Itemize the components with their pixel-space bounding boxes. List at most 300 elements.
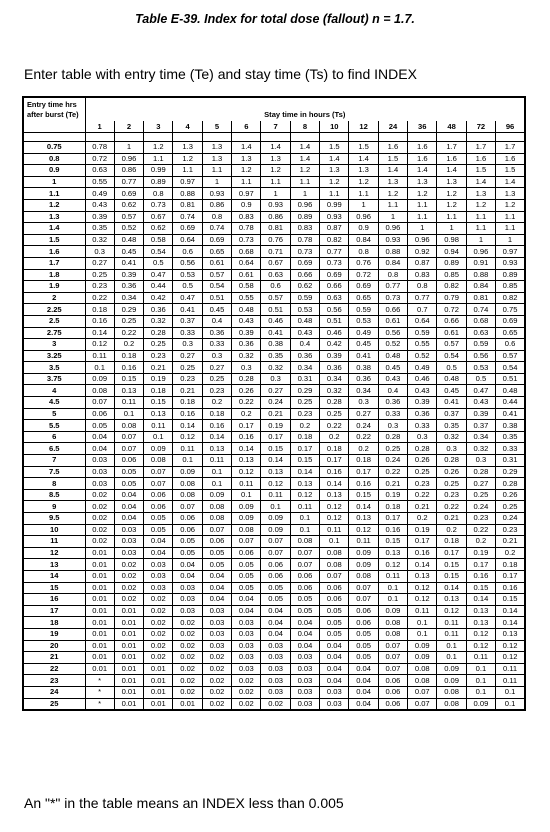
index-value-cell: 0.48 xyxy=(290,315,319,327)
index-value-cell: 0.01 xyxy=(85,640,114,652)
index-value-cell: 0.12 xyxy=(290,489,319,501)
index-value-cell: 0.1 xyxy=(466,675,495,687)
index-value-cell: 0.15 xyxy=(496,594,525,606)
index-value-cell: 0.21 xyxy=(144,362,173,374)
index-value-cell: 0.09 xyxy=(232,513,261,525)
index-value-cell: 0.15 xyxy=(261,443,290,455)
index-value-cell: 0.03 xyxy=(290,663,319,675)
index-value-cell: 1 xyxy=(437,223,466,235)
index-value-cell: 0.03 xyxy=(202,640,231,652)
index-value-cell: 1.1 xyxy=(349,188,378,200)
index-value-cell: 0.03 xyxy=(261,663,290,675)
index-value-cell: * xyxy=(85,698,114,710)
index-value-cell: 0.34 xyxy=(466,431,495,443)
index-value-cell: 0.34 xyxy=(349,385,378,397)
index-value-cell: 0.03 xyxy=(232,617,261,629)
index-value-cell: 1.4 xyxy=(496,176,525,188)
index-value-cell: 0.48 xyxy=(496,385,525,397)
index-value-cell: 0.09 xyxy=(378,605,407,617)
index-value-cell: 0.02 xyxy=(144,652,173,664)
index-value-cell: 1.1 xyxy=(437,211,466,223)
index-value-cell: 0.35 xyxy=(261,350,290,362)
index-value-cell: 0.16 xyxy=(114,362,143,374)
index-value-cell: 0.57 xyxy=(437,339,466,351)
index-value-cell: 0.25 xyxy=(144,339,173,351)
index-value-cell: 0.89 xyxy=(144,176,173,188)
table-row xyxy=(23,675,525,687)
index-value-cell: 0.32 xyxy=(232,350,261,362)
table-row xyxy=(23,397,525,409)
index-value-cell: 0.87 xyxy=(320,223,349,235)
index-value-cell: 0.02 xyxy=(173,675,202,687)
index-value-cell: 0.1 xyxy=(202,466,231,478)
index-value-cell: 0.64 xyxy=(408,315,437,327)
index-value-cell: 0.69 xyxy=(496,315,525,327)
index-value-cell: 0.34 xyxy=(320,373,349,385)
index-value-cell: 0.21 xyxy=(408,501,437,513)
index-value-cell: 1.2 xyxy=(349,176,378,188)
index-value-cell: 0.63 xyxy=(261,269,290,281)
index-value-cell: 0.03 xyxy=(85,466,114,478)
index-value-cell: 0.59 xyxy=(290,292,319,304)
index-value-cell: 1 xyxy=(114,142,143,154)
index-value-cell: 0.03 xyxy=(261,675,290,687)
table-row xyxy=(23,188,525,200)
index-value-cell: 0.05 xyxy=(202,547,231,559)
index-value-cell: 0.14 xyxy=(290,466,319,478)
index-value-cell: 0.07 xyxy=(378,663,407,675)
index-value-cell: 0.97 xyxy=(496,246,525,258)
index-value-cell: 0.27 xyxy=(349,408,378,420)
stay-time-column-header: 24 xyxy=(378,121,407,133)
index-value-cell: 0.4 xyxy=(378,385,407,397)
index-value-cell: 0.02 xyxy=(85,513,114,525)
entry-time-cell: 6.5 xyxy=(23,443,85,455)
index-value-cell: 1.5 xyxy=(496,165,525,177)
index-value-cell: 0.07 xyxy=(232,536,261,548)
stay-time-column-header: 48 xyxy=(437,121,466,133)
index-value-cell: 0.26 xyxy=(232,385,261,397)
index-value-cell: 0.02 xyxy=(202,663,231,675)
index-value-cell: 0.01 xyxy=(114,652,143,664)
index-value-cell: 0.1 xyxy=(437,652,466,664)
index-value-cell: 0.12 xyxy=(320,513,349,525)
index-value-cell: 0.41 xyxy=(114,257,143,269)
index-value-cell: 0.45 xyxy=(202,304,231,316)
index-value-cell: 0.01 xyxy=(114,698,143,710)
index-value-cell: 0.33 xyxy=(378,408,407,420)
index-value-cell: 1.2 xyxy=(144,142,173,154)
index-value-cell: 0.71 xyxy=(261,246,290,258)
entry-time-cell: 1.6 xyxy=(23,246,85,258)
index-value-cell: 1 xyxy=(466,234,495,246)
index-value-cell: 0.54 xyxy=(144,246,173,258)
index-value-cell: 0.2 xyxy=(466,536,495,548)
index-value-cell: 0.01 xyxy=(85,582,114,594)
index-value-cell: 0.88 xyxy=(173,188,202,200)
index-value-cell: 0.15 xyxy=(466,582,495,594)
index-value-cell: 1.3 xyxy=(202,142,231,154)
index-value-cell: 0.06 xyxy=(349,605,378,617)
index-value-cell: 0.48 xyxy=(232,304,261,316)
index-value-cell: 0.08 xyxy=(320,559,349,571)
index-value-cell: 0.23 xyxy=(466,513,495,525)
index-value-cell: 0.36 xyxy=(114,281,143,293)
table-row xyxy=(23,350,525,362)
table-row xyxy=(23,304,525,316)
index-value-cell: 0.19 xyxy=(144,373,173,385)
index-value-cell: 0.14 xyxy=(85,327,114,339)
index-value-cell: 1.4 xyxy=(466,176,495,188)
index-value-cell: 0.05 xyxy=(290,594,319,606)
index-value-cell: 0.02 xyxy=(144,617,173,629)
index-value-cell: 0.73 xyxy=(232,234,261,246)
entry-time-cell: 10 xyxy=(23,524,85,536)
index-value-cell: 0.08 xyxy=(114,420,143,432)
index-value-cell: 0.13 xyxy=(466,617,495,629)
table-row xyxy=(23,327,525,339)
index-value-cell: 0.96 xyxy=(349,211,378,223)
index-value-cell: 0.1 xyxy=(466,663,495,675)
index-value-cell: 1.3 xyxy=(349,165,378,177)
index-value-cell: 0.05 xyxy=(144,513,173,525)
index-value-cell: 0.32 xyxy=(144,315,173,327)
index-value-cell: 0.12 xyxy=(320,501,349,513)
index-value-cell: 0.3 xyxy=(437,443,466,455)
index-value-cell: 0.11 xyxy=(85,350,114,362)
index-value-cell: 0.69 xyxy=(173,223,202,235)
index-value-cell: 0.66 xyxy=(378,304,407,316)
entry-time-cell: 0.9 xyxy=(23,165,85,177)
index-value-cell: 0.84 xyxy=(378,257,407,269)
index-value-cell: 0.16 xyxy=(85,315,114,327)
index-value-cell: 0.14 xyxy=(496,617,525,629)
index-value-cell: 0.06 xyxy=(173,513,202,525)
index-value-cell: 0.16 xyxy=(496,582,525,594)
index-value-cell: 0.77 xyxy=(378,281,407,293)
index-value-cell: 0.11 xyxy=(408,605,437,617)
index-value-cell: 1.5 xyxy=(349,142,378,154)
index-value-cell: 0.21 xyxy=(378,478,407,490)
index-value-cell: 0.05 xyxy=(232,559,261,571)
index-value-cell: 0.2 xyxy=(437,524,466,536)
index-value-cell: 0.36 xyxy=(349,373,378,385)
index-value-cell: 0.63 xyxy=(320,292,349,304)
index-value-cell: 0.17 xyxy=(261,431,290,443)
index-value-cell: 0.69 xyxy=(202,234,231,246)
index-value-cell: 0.09 xyxy=(437,675,466,687)
index-value-cell: 0.01 xyxy=(85,663,114,675)
index-value-cell: 0.03 xyxy=(173,594,202,606)
index-value-cell: 0.17 xyxy=(496,570,525,582)
index-value-cell: 0.1 xyxy=(261,501,290,513)
index-value-cell: 1.3 xyxy=(496,188,525,200)
table-row xyxy=(23,443,525,455)
index-value-cell: 0.01 xyxy=(85,617,114,629)
index-value-cell: 0.13 xyxy=(408,570,437,582)
index-value-cell: 0.08 xyxy=(144,455,173,467)
table-row xyxy=(23,652,525,664)
index-value-cell: 0.96 xyxy=(378,223,407,235)
table-row xyxy=(23,605,525,617)
stay-time-column-header: 36 xyxy=(408,121,437,133)
index-value-cell: 1.6 xyxy=(408,153,437,165)
index-value-cell: 0.17 xyxy=(320,455,349,467)
table-row xyxy=(23,223,525,235)
index-value-cell: 0.16 xyxy=(232,431,261,443)
index-value-cell: 0.08 xyxy=(202,513,231,525)
index-value-cell: 0.15 xyxy=(144,397,173,409)
index-value-cell: 1 xyxy=(378,211,407,223)
index-value-cell: 0.25 xyxy=(466,489,495,501)
index-value-cell: 0.58 xyxy=(144,234,173,246)
index-value-cell: 0.04 xyxy=(202,582,231,594)
index-value-cell: 0.36 xyxy=(378,397,407,409)
entry-time-cell: 19 xyxy=(23,628,85,640)
index-value-cell: 0.64 xyxy=(173,234,202,246)
table-row xyxy=(23,478,525,490)
index-value-cell: 0.07 xyxy=(114,431,143,443)
index-value-cell: 0.41 xyxy=(496,408,525,420)
index-value-cell: 0.51 xyxy=(202,292,231,304)
index-value-cell: 0.03 xyxy=(144,582,173,594)
table-row xyxy=(23,385,525,397)
entry-time-cell: 3.25 xyxy=(23,350,85,362)
table-row xyxy=(23,142,525,154)
index-value-cell: 0.03 xyxy=(290,698,319,710)
index-value-cell: 0.04 xyxy=(232,594,261,606)
index-value-cell: 0.65 xyxy=(496,327,525,339)
index-value-cell: 0.2 xyxy=(408,513,437,525)
index-value-cell: 0.27 xyxy=(85,257,114,269)
index-value-cell: 0.12 xyxy=(85,339,114,351)
index-value-cell: 0.25 xyxy=(378,443,407,455)
index-value-cell: 0.55 xyxy=(85,176,114,188)
index-value-cell: 0.12 xyxy=(496,652,525,664)
index-value-cell: 0.39 xyxy=(85,211,114,223)
index-value-cell: 0.02 xyxy=(144,640,173,652)
index-value-cell: 0.82 xyxy=(320,234,349,246)
index-value-cell: 0.03 xyxy=(290,675,319,687)
index-value-cell: 0.05 xyxy=(261,594,290,606)
index-value-cell: 0.03 xyxy=(261,686,290,698)
entry-time-cell: 12 xyxy=(23,547,85,559)
index-value-cell: 0.3 xyxy=(173,339,202,351)
index-value-cell: 0.04 xyxy=(320,663,349,675)
index-value-cell: 0.9 xyxy=(349,223,378,235)
index-value-cell: 0.36 xyxy=(232,339,261,351)
index-value-cell: 0.57 xyxy=(496,350,525,362)
index-value-cell: 0.44 xyxy=(496,397,525,409)
index-value-cell: 0.24 xyxy=(261,397,290,409)
index-value-cell: 0.22 xyxy=(232,397,261,409)
index-value-cell: 0.14 xyxy=(466,594,495,606)
index-value-cell: 0.03 xyxy=(261,652,290,664)
index-value-cell: 1.3 xyxy=(378,176,407,188)
index-value-cell: 0.04 xyxy=(349,675,378,687)
index-value-cell: 0.02 xyxy=(144,628,173,640)
index-value-cell: 0.06 xyxy=(378,686,407,698)
index-value-cell: 0.09 xyxy=(144,443,173,455)
index-value-cell: 0.18 xyxy=(144,385,173,397)
index-value-cell: 0.39 xyxy=(114,269,143,281)
index-value-cell: 1.3 xyxy=(261,153,290,165)
index-value-cell: 0.49 xyxy=(408,362,437,374)
entry-time-cell: 1.3 xyxy=(23,211,85,223)
table-row xyxy=(23,489,525,501)
index-value-cell: 0.09 xyxy=(202,489,231,501)
index-value-cell: 0.35 xyxy=(85,223,114,235)
index-table-container xyxy=(22,96,526,711)
index-value-cell: 1.1 xyxy=(173,165,202,177)
stay-time-column-header: 8 xyxy=(290,121,319,133)
table-row xyxy=(23,455,525,467)
index-value-cell: 0.3 xyxy=(349,397,378,409)
index-value-cell: 0.11 xyxy=(173,443,202,455)
index-value-cell: 0.04 xyxy=(290,628,319,640)
index-value-cell: 0.01 xyxy=(144,686,173,698)
index-value-cell: 1.1 xyxy=(290,176,319,188)
index-value-cell: 0.43 xyxy=(378,373,407,385)
index-value-cell: 0.28 xyxy=(437,455,466,467)
index-value-cell: 0.22 xyxy=(437,501,466,513)
index-value-cell: 0.2 xyxy=(114,339,143,351)
index-value-cell: 0.28 xyxy=(320,397,349,409)
index-value-cell: 0.51 xyxy=(496,373,525,385)
index-value-cell: 0.13 xyxy=(261,466,290,478)
index-value-cell: 0.01 xyxy=(114,605,143,617)
index-value-cell: 0.14 xyxy=(408,559,437,571)
dose-index-table xyxy=(22,96,526,711)
index-value-cell: 0.23 xyxy=(144,350,173,362)
index-value-cell: 0.06 xyxy=(85,408,114,420)
table-row xyxy=(23,640,525,652)
entry-time-cell: 2.25 xyxy=(23,304,85,316)
index-value-cell: 0.26 xyxy=(437,466,466,478)
index-value-cell: 0.03 xyxy=(320,698,349,710)
entry-time-cell: 2.5 xyxy=(23,315,85,327)
index-value-cell: 0.02 xyxy=(85,501,114,513)
index-value-cell: 1 xyxy=(202,176,231,188)
index-value-cell: 0.18 xyxy=(320,443,349,455)
index-value-cell: 0.41 xyxy=(261,327,290,339)
index-value-cell: 0.97 xyxy=(232,188,261,200)
index-value-cell: 0.2 xyxy=(202,397,231,409)
index-value-cell: 0.13 xyxy=(349,513,378,525)
index-value-cell: 0.69 xyxy=(114,188,143,200)
index-value-cell: 0.08 xyxy=(320,547,349,559)
stay-time-column-header: 1 xyxy=(85,121,114,133)
index-value-cell: 0.4 xyxy=(290,339,319,351)
index-value-cell: 0.11 xyxy=(496,675,525,687)
index-value-cell: 1.1 xyxy=(408,211,437,223)
index-value-cell: 0.06 xyxy=(202,536,231,548)
index-value-cell: 0.06 xyxy=(173,524,202,536)
index-value-cell: 0.13 xyxy=(290,478,319,490)
index-value-cell: 0.04 xyxy=(290,640,319,652)
entry-time-cell: 3 xyxy=(23,339,85,351)
index-value-cell: 0.19 xyxy=(378,489,407,501)
index-value-cell: 0.37 xyxy=(173,315,202,327)
index-value-cell: 0.05 xyxy=(290,605,319,617)
index-value-cell: 0.04 xyxy=(114,501,143,513)
entry-time-cell: 1.9 xyxy=(23,281,85,293)
index-value-cell: 0.04 xyxy=(202,594,231,606)
index-value-cell: 0.11 xyxy=(349,536,378,548)
index-value-cell: 0.01 xyxy=(85,570,114,582)
index-value-cell: 0.13 xyxy=(144,408,173,420)
index-value-cell: 0.89 xyxy=(496,269,525,281)
index-value-cell: 0.18 xyxy=(85,304,114,316)
table-row xyxy=(23,617,525,629)
index-value-cell: 0.09 xyxy=(173,466,202,478)
index-value-cell: 1.3 xyxy=(232,153,261,165)
index-value-cell: 0.11 xyxy=(232,478,261,490)
index-value-cell: 0.06 xyxy=(320,594,349,606)
index-value-cell: 0.22 xyxy=(378,466,407,478)
index-value-cell: 0.87 xyxy=(408,257,437,269)
index-value-cell: 0.12 xyxy=(232,466,261,478)
index-value-cell: 0.06 xyxy=(378,675,407,687)
index-value-cell: 0.07 xyxy=(408,686,437,698)
index-value-cell: 0.99 xyxy=(144,165,173,177)
index-value-cell: 0.54 xyxy=(202,281,231,293)
index-value-cell: 0.1 xyxy=(378,582,407,594)
index-value-cell: 0.39 xyxy=(466,408,495,420)
index-value-cell: 1.4 xyxy=(320,153,349,165)
index-value-cell: 0.22 xyxy=(320,420,349,432)
index-value-cell: 0.53 xyxy=(466,362,495,374)
index-value-cell: 0.57 xyxy=(114,211,143,223)
index-value-cell: 0.05 xyxy=(173,536,202,548)
index-value-cell: 0.78 xyxy=(232,223,261,235)
index-value-cell: 0.32 xyxy=(261,362,290,374)
index-value-cell: 0.92 xyxy=(408,246,437,258)
index-value-cell: 0.1 xyxy=(85,362,114,374)
index-value-cell: 0.06 xyxy=(261,559,290,571)
index-value-cell: 0.33 xyxy=(408,420,437,432)
index-value-cell: 0.23 xyxy=(202,385,231,397)
index-value-cell: 0.27 xyxy=(466,478,495,490)
index-value-cell: 1.3 xyxy=(202,153,231,165)
index-value-cell: * xyxy=(85,686,114,698)
entry-time-cell: 1.2 xyxy=(23,199,85,211)
entry-time-cell: 15 xyxy=(23,582,85,594)
footnote-text: An "*" in the table means an INDEX less than 0.005 xyxy=(24,795,344,811)
index-value-cell: 0.38 xyxy=(349,362,378,374)
index-value-cell: 0.04 xyxy=(144,547,173,559)
index-value-cell: 0.57 xyxy=(202,269,231,281)
index-value-cell: 0.85 xyxy=(437,269,466,281)
index-value-cell: 1.2 xyxy=(320,176,349,188)
index-value-cell: 0.04 xyxy=(202,570,231,582)
index-value-cell: 0.86 xyxy=(114,165,143,177)
index-value-cell: 0.09 xyxy=(408,640,437,652)
index-value-cell: 0.34 xyxy=(114,292,143,304)
index-value-cell: 0.77 xyxy=(114,176,143,188)
entry-time-cell: 8.5 xyxy=(23,489,85,501)
index-value-cell: 0.07 xyxy=(408,698,437,710)
index-value-cell: 0.23 xyxy=(85,281,114,293)
index-value-cell: 1.3 xyxy=(437,176,466,188)
entry-time-cell: 22 xyxy=(23,663,85,675)
index-value-cell: 0.11 xyxy=(202,455,231,467)
table-row xyxy=(23,570,525,582)
table-row xyxy=(23,153,525,165)
index-value-cell: 0.2 xyxy=(232,408,261,420)
index-value-cell: 0.03 xyxy=(114,536,143,548)
table-body xyxy=(23,133,525,711)
